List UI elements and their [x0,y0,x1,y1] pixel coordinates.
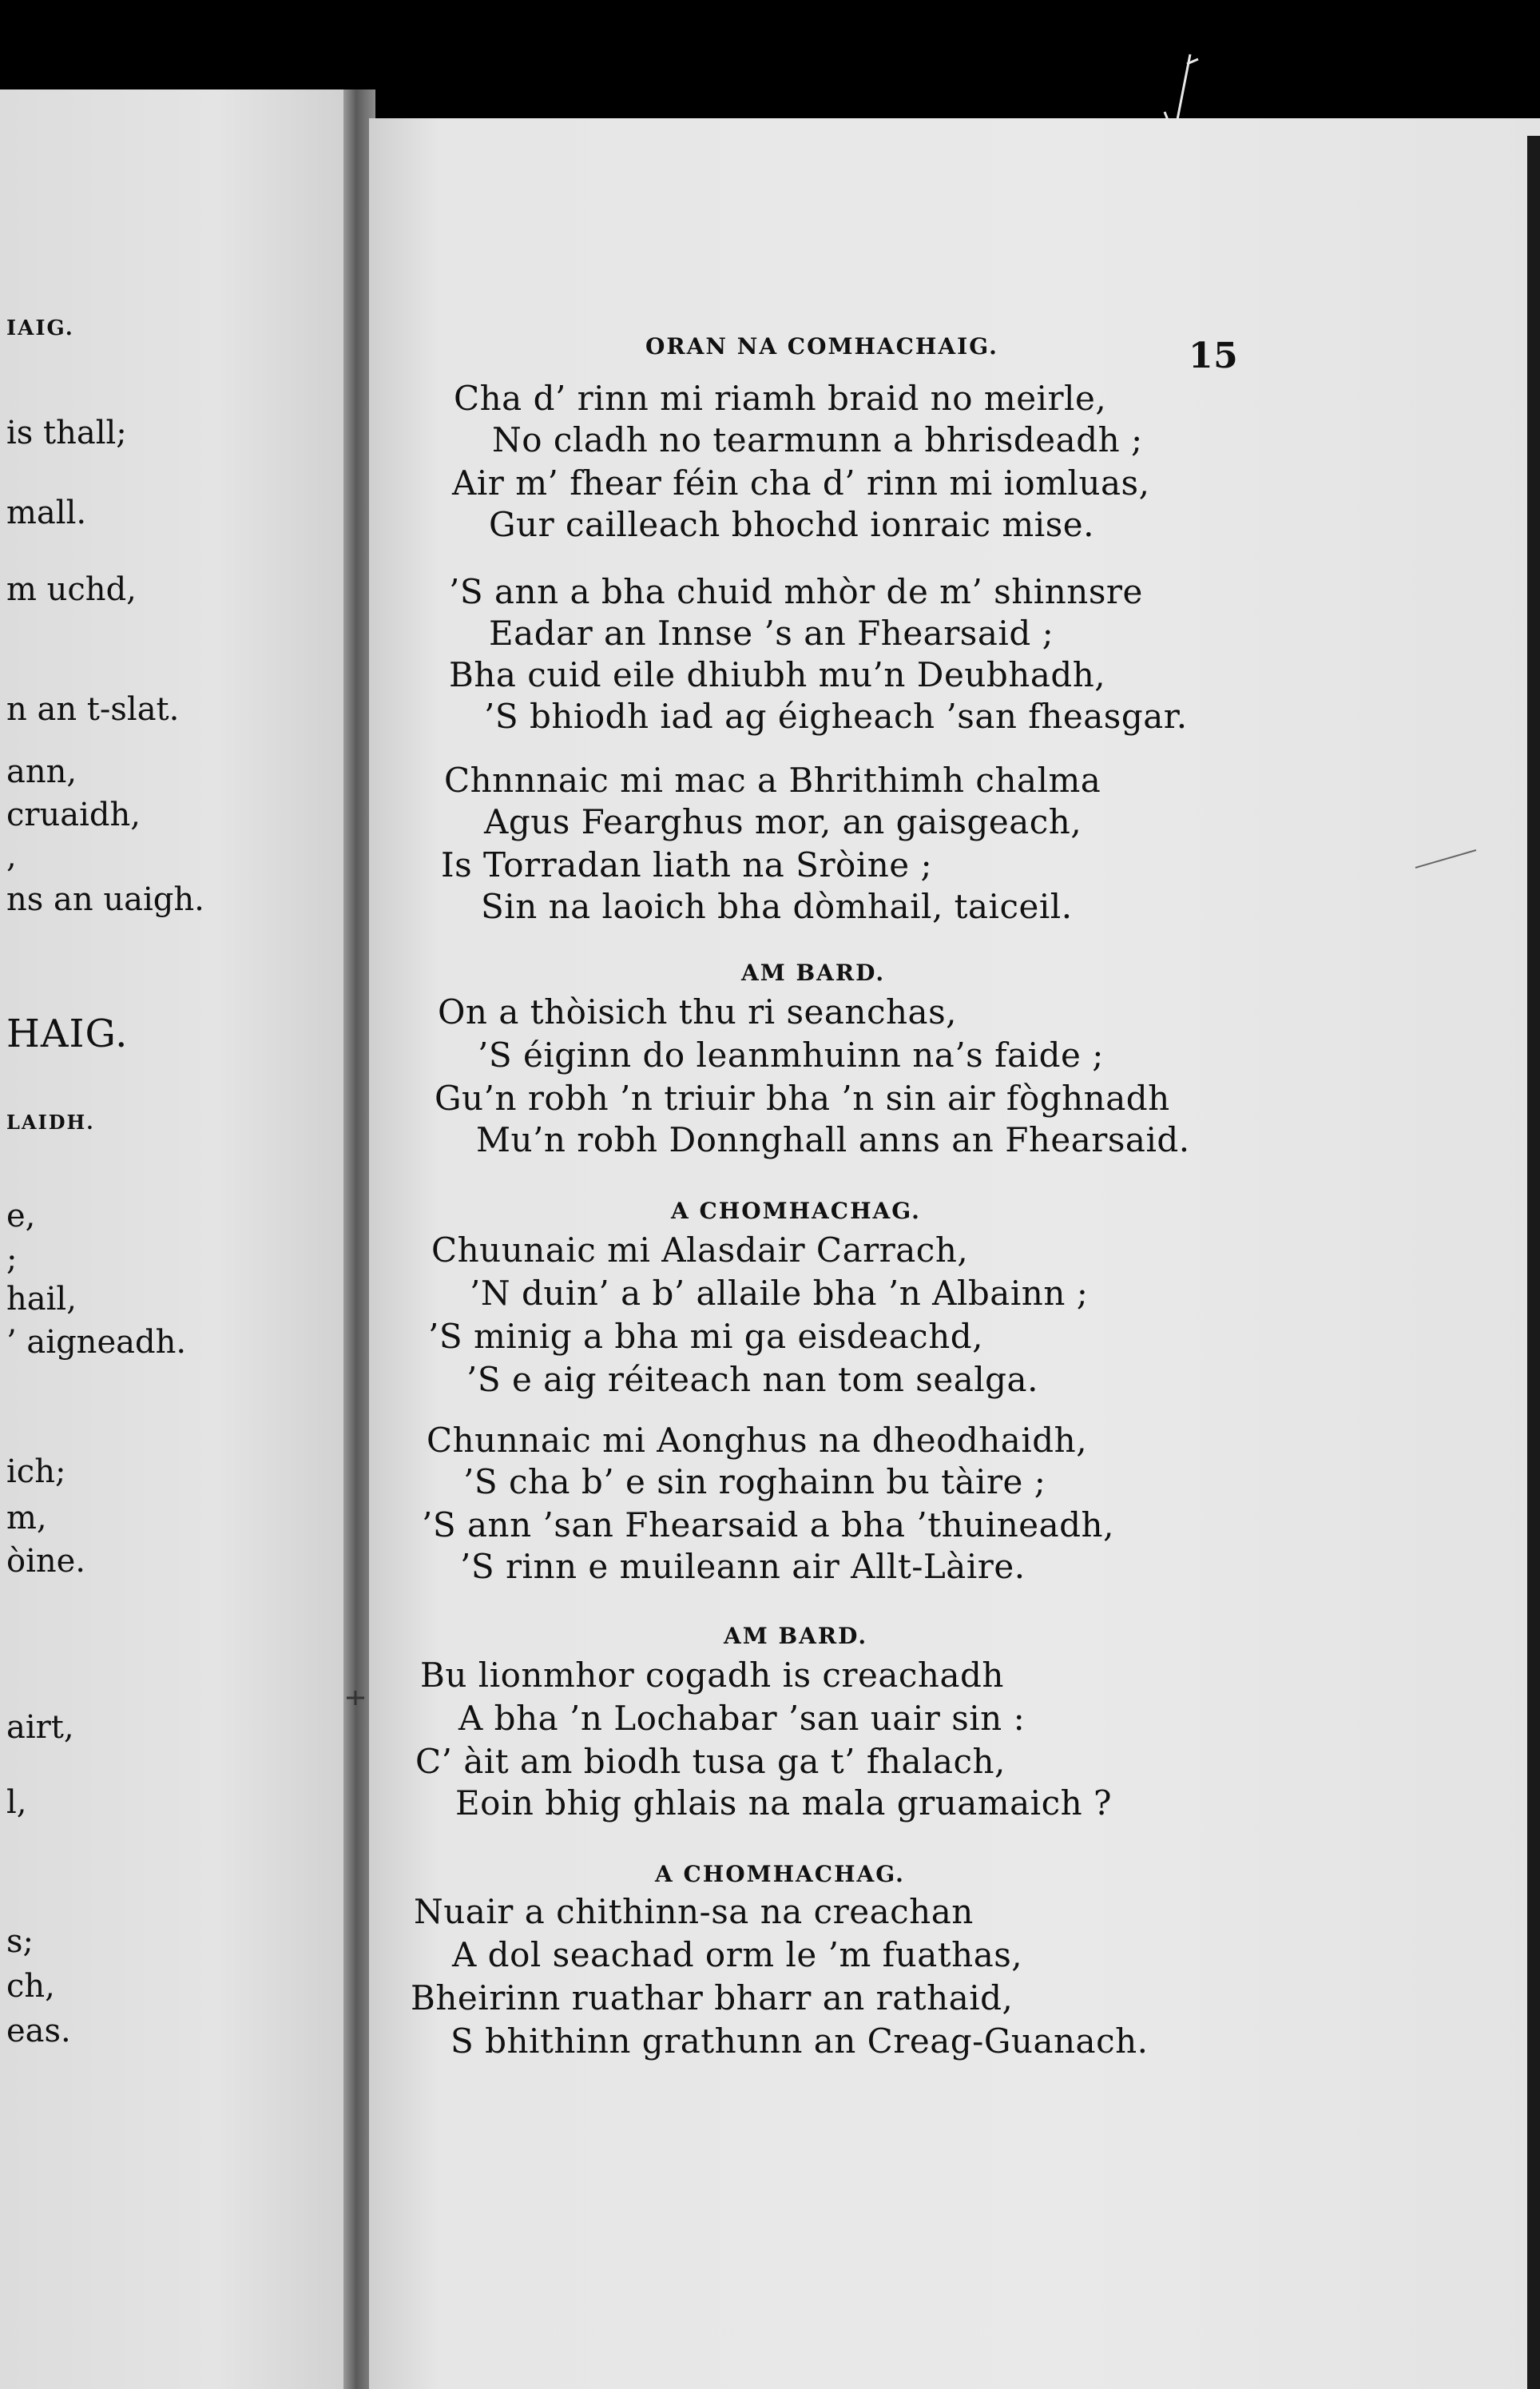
left-line: eas. [6,2013,71,2049]
verse-line: Chunnaic mi Aonghus na dheodhaidh, [427,1421,1088,1460]
left-line: òine. [6,1543,86,1580]
left-line: hail, [6,1281,77,1318]
left-line: e, [6,1198,36,1234]
speaker-heading: A CHOMHACHAG. [655,1861,905,1887]
left-line: ns an uaigh. [6,881,204,918]
page-edge [1527,136,1540,2389]
verse-line: ’S ann ’san Fhearsaid a bha ’thuineadh, [422,1505,1114,1544]
verse-line: Bheirinn ruathar bharr an rathaid, [411,1978,1014,2017]
verse-line: Gur cailleach bhochd ionraic mise. [489,505,1094,544]
left-running-head: IAIG. [6,316,74,340]
verse-line: Agus Fearghus mor, an gaisgeach, [484,802,1082,841]
speaker-heading: AM BARD. [724,1623,868,1649]
verse-line: Eoin bhig ghlais na mala gruamaich ? [455,1783,1113,1823]
verse-line: Nuair a chithinn-sa na creachan [414,1892,974,1931]
verse-line: Mu’n robh Donnghall anns an Fhearsaid. [476,1120,1190,1159]
stray-mark-icon [1414,847,1478,871]
left-line: airt, [6,1709,74,1746]
verse-line: ’S rinn e muileann air Allt-Làire. [460,1547,1026,1586]
verse-line: ’S bhiodh iad ag éigheach ’san fheasgar. [484,697,1188,736]
verse-line: ’S cha b’ e sin roghainn bu tàire ; [463,1462,1046,1501]
left-heading: HAIG. [6,1012,129,1056]
left-line: ch, [6,1968,55,2005]
verse-line: No cladh no tearmunn a bhrisdeadh ; [492,420,1143,459]
verse-line: ’S éiginn do leanmhuinn na’s faide ; [478,1035,1104,1075]
verse-line: A dol seachad orm le ’m fuathas, [452,1935,1023,1974]
left-line: is thall; [6,415,127,451]
verse-line: Chuunaic mi Alasdair Carrach, [431,1230,969,1270]
verse-line: ’N duin’ a b’ allaile bha ’n Albainn ; [470,1274,1089,1313]
verse-line: Cha d’ rinn mi riamh braid no meirle, [454,379,1107,418]
page-number: 15 [1189,336,1239,376]
left-line: n an t-slat. [6,691,180,728]
left-line: ich; [6,1453,66,1490]
verse-line: On a thòisich thu ri seanchas, [438,992,957,1032]
verse-line: Air m’ fhear féin cha d’ rinn mi iomluas, [452,463,1150,503]
stray-mark-icon [343,1686,367,1710]
running-head: ORAN NA COMHACHAIG. [645,333,998,360]
left-line: m, [6,1500,47,1536]
left-line: s; [6,1923,34,1960]
verse-line: Bu lionmhor cogadh is creachadh [420,1656,1004,1695]
verse-line: Gu’n robh ’n triuir bha ’n sin air fòghnadh [435,1079,1170,1118]
verse-line: A bha ’n Lochabar ’san uair sin : [458,1699,1026,1738]
verse-line: Bha cuid eile dhiubh mu’n Deubhadh, [449,655,1106,694]
speaker-heading: A CHOMHACHAG. [671,1198,921,1224]
speaker-heading: AM BARD. [741,960,886,986]
verse-line: S bhithinn grathunn an Creag-Guanach. [450,2021,1149,2061]
left-line: , [6,838,17,875]
left-line: ; [6,1241,18,1278]
left-line: ann, [6,753,77,790]
left-subheading: LAIDH. [6,1111,95,1134]
verse-line: ’S minig a bha mi ga eisdeachd, [428,1317,983,1356]
verse-line: C’ àit am biodh tusa ga t’ fhalach, [415,1742,1006,1781]
verse-line: ’S ann a bha chuid mhòr de m’ shinnsre [449,572,1143,611]
left-line: m uchd, [6,571,137,608]
verse-line: Sin na laoich bha dòmhail, taiceil. [481,887,1073,926]
verse-line: ’S e aig réiteach nan tom sealga. [466,1360,1038,1399]
verse-line: Is Torradan liath na Sròine ; [441,845,933,884]
left-line: cruaidh, [6,797,141,833]
left-line: ’ aigneadh. [6,1324,187,1361]
pencil-mark-icon [1150,48,1206,144]
verse-line: Eadar an Innse ’s an Fhearsaid ; [489,614,1054,653]
verse-line: Chnnnaic mi mac a Bhrithimh chalma [444,761,1101,800]
left-line: l, [6,1784,27,1821]
left-line: mall. [6,495,87,531]
